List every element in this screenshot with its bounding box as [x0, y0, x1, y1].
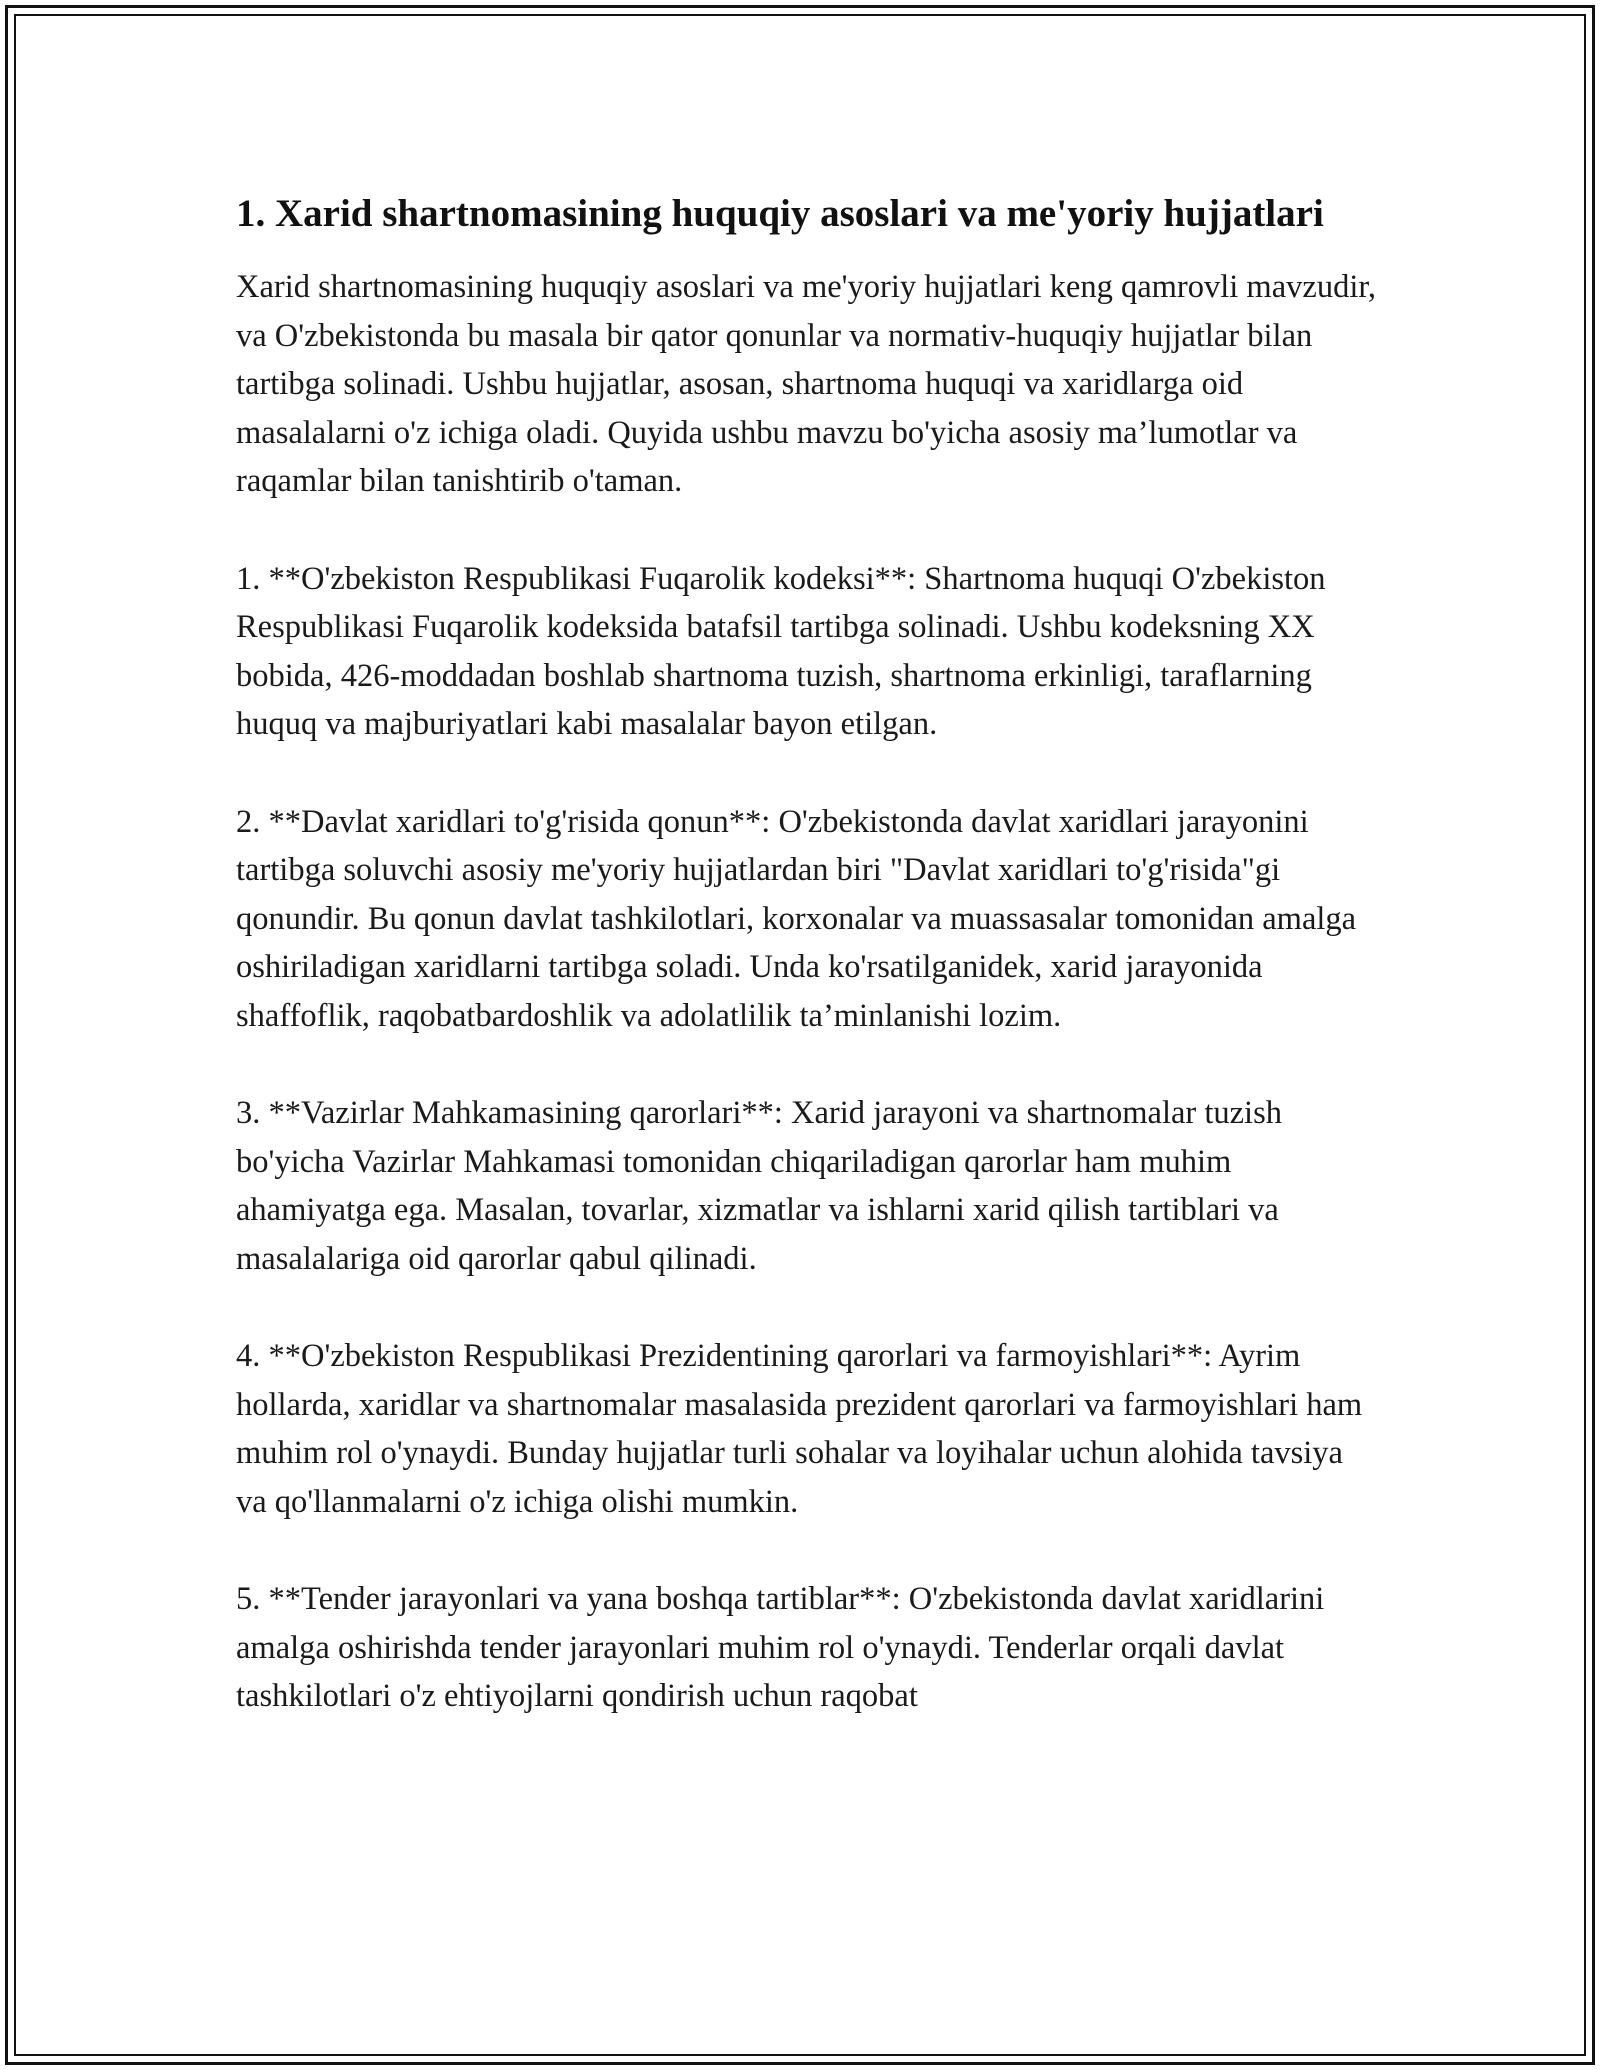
document-body	[236, 186, 1376, 1770]
paragraph-president-decrees: 4. **O'zbekiston Respublikasi Prezidentining qarorlari va farmoyishlari**: Ayrim hollarda, xaridlar va shartnomalar masalasida prezident qarorlari va farmoyishlari ham muhim rol o'ynaydi. Bunday hujjatlar turli sohalar va loyihalar uchun alohida tavsiya va qo'llanmalarni o'z ichiga olishi mumkin.	[236, 1338, 1363, 1520]
intro-paragraph: Xarid shartnomasining huquqiy asoslari va me'yoriy hujjatlari keng qamrovli mavzudir, va O'zbekistonda bu masala bir qator qonunlar va normativ-huquqiy hujjatlar bilan tartibga solinadi. Ushbu hujjatlar, asosan, shartnoma huquqi va xaridlarga oid masalalarni o'z ichiga oladi. Quyida ushbu mavzu bo'yicha asosiy ma’lumotlar va raqamlar bilan tanishtirib o'taman.	[236, 269, 1376, 499]
document-title: 1. Xarid shartnomasining huquqiy asoslari va me'yoriy hujjatlari	[236, 192, 1324, 235]
paragraph-procurement-law: 2. **Davlat xaridlari to'g'risida qonun**: O'zbekistonda davlat xaridlari jarayonini tartibga soluvchi asosiy me'yoriy hujjatlardan biri "Davlat xaridlari to'g'risida"gi qonundir. Bu qonun davlat tashkilotlari, korxonalar va muassasalar tomonidan amalga oshiriladigan xaridlarni tartibga soladi. Unda ko'rsatilganidek, xarid jarayonida shaffoflik, raqobatbardoshlik va adolatlilik ta’minlanishi lozim.	[236, 803, 1357, 1034]
paragraph-civil-code: 1. **O'zbekiston Respublikasi Fuqarolik kodeksi**: Shartnoma huquqi O'zbekiston Respublikasi Fuqarolik kodeksida batafsil tartibga solinadi. Ushbu kodeksning XX bobida, 426-moddadan boshlab shartnoma tuzish, shartnoma erkinligi, taraflarning huquq va majburiyatlari kabi masalalar bayon etilgan.	[236, 560, 1326, 742]
paragraph-tender-processes: 5. **Tender jarayonlari va yana boshqa tartiblar**: O'zbekistonda davlat xaridlarini amalga oshirishda tender jarayonlari muhim rol o'ynaydi. Tenderlar orqali davlat tashkilotlari o'z ehtiyojlarni qondirish uchun raqobat	[236, 1581, 1325, 1714]
paragraph-cabinet-decisions: 3. **Vazirlar Mahkamasining qarorlari**: Xarid jarayoni va shartnomalar tuzish bo'yicha Vazirlar Mahkamasi tomonidan chiqariladigan qarorlar ham muhim ahamiyatga ega. Masalan, tovarlar, xizmatlar va ishlarni xarid qilish tartiblari va masalalariga oid qarorlar qabul qilinadi.	[236, 1095, 1282, 1277]
